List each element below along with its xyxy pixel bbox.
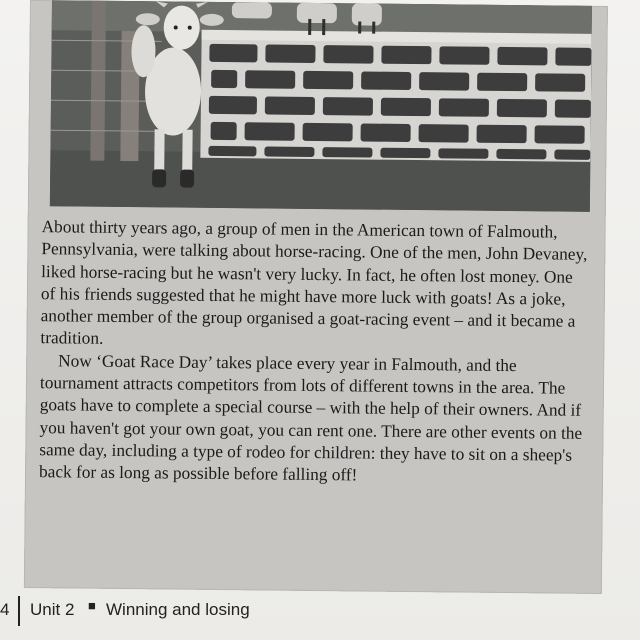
article-text [39, 216, 592, 489]
article-paragraph-1: About thirty years ago, a group of men in the American town of Falmouth, Pennsylvania, were talking about horse-racing. One of the men, John Devaney, liked horse-racing but he wasn't very lucky. In fact, he often lost money. One of his friends suggested that he might have more luck with goats! As a joke, another member of the group organised a goat-racing event – and it became a tradition. [40, 217, 588, 349]
article-paragraph-2: Now ‘Goat Race Day’ takes place every year in Falmouth, and the tournament attracts competitors from lots of different towns in the area. The goats have to complete a special course – with the help of their owners. And if you haven't got your own goat, you can rent one. There are other events on the same day, including a type of rodeo for children: they have to sit on a sheep's back for as long as possible before falling off! [38, 351, 583, 485]
page-number: 4 [0, 600, 10, 619]
square-bullet-icon: ■ [88, 598, 96, 613]
article-box [24, 0, 608, 594]
page-footer [0, 596, 400, 626]
unit-title: Winning and losing [106, 600, 250, 619]
goat-photo-image [50, 0, 592, 212]
unit-label: Unit 2 [30, 600, 75, 619]
footer-divider [18, 596, 20, 626]
article-photo [50, 0, 592, 212]
